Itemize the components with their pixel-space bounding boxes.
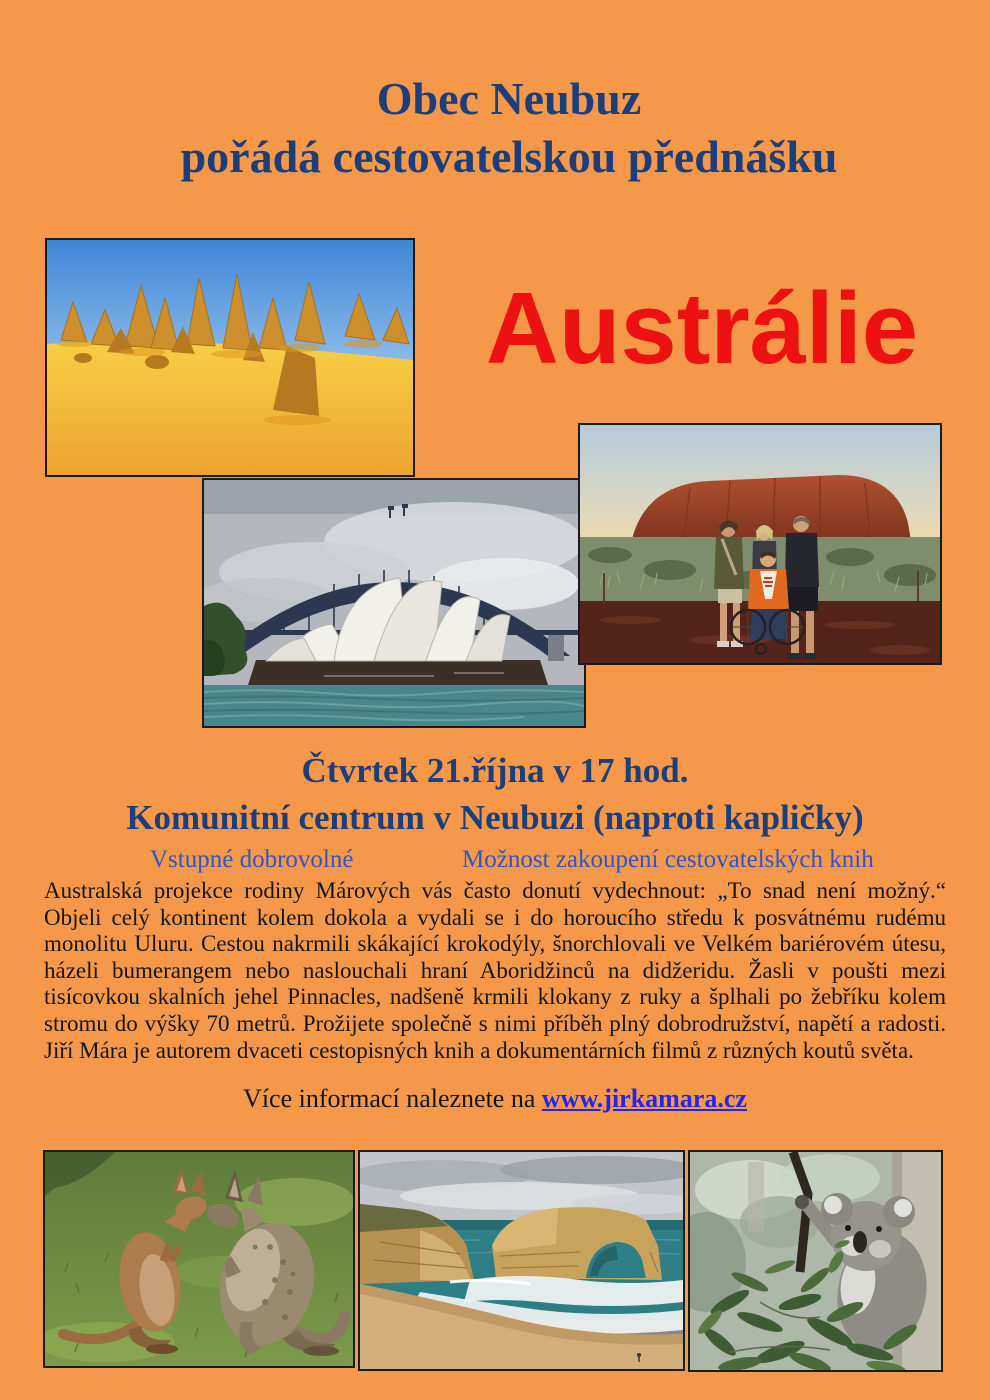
- title-line-1: Obec Neubuz: [376, 73, 642, 124]
- kangaroos-illustration: [45, 1152, 353, 1366]
- website-link[interactable]: www.jirkamara.cz: [541, 1084, 747, 1113]
- photo-sydney-opera-house: [202, 478, 586, 728]
- title-line-2: pořádá cestovatelskou přednášku: [180, 131, 838, 182]
- photo-pinnacles-desert: [45, 238, 415, 477]
- photo-uluru-family: [578, 423, 942, 665]
- sydney-illustration: [204, 480, 584, 726]
- event-description: Australská projekce rodiny Márových vás často donutí vydechnout: „To snad není možný.“ Objeli celý kontinent kolem dokola a vydali se i do horoucího středu k posvátnému rudému monolitu Uluru. Cestou nakrmili skákající krokodýly, šnorchlovali ve Velkém bariérovém útesu, házeli bumerangem nebo naslouchali hraní Aboridžinců na didžeridu. Žasli v poušti mezi tisícovkou skalních jehel Pinnacles, nadšeně krmili klokany z ruky a šplhali po žebříku kolem stromu do výšky 70 metrů. Prožijete společně s nimi příběh plný dobrodružství, napětí a radosti. Jiří Mára je autorem dvaceti cestopisných knih a dokumentárních filmů z různých koutů světa.: [44, 878, 946, 1063]
- event-datetime: Čtvrtek 21.října v 17 hod.: [301, 751, 689, 790]
- event-venue: Komunitní centrum v Neubuzi (naproti kapličky): [126, 798, 864, 837]
- photo-koala: [688, 1150, 943, 1372]
- koala-illustration: [690, 1152, 941, 1370]
- poster-title: [14, 70, 990, 186]
- uluru-illustration: [580, 425, 940, 663]
- pinnacles-illustration: [47, 240, 413, 475]
- photo-london-arch-coast: [358, 1150, 685, 1371]
- photo-kangaroos: [43, 1150, 355, 1368]
- note-admission: Vstupné dobrovolné: [150, 846, 354, 873]
- note-books: Možnost zakoupení cestovatelských knih: [462, 846, 874, 873]
- headline-australie: Austrálie: [485, 273, 919, 385]
- more-info-prefix: Více informací naleznete na: [243, 1084, 542, 1113]
- more-info-line: [0, 1084, 990, 1114]
- coast-illustration: [360, 1152, 683, 1369]
- event-details: [0, 747, 990, 841]
